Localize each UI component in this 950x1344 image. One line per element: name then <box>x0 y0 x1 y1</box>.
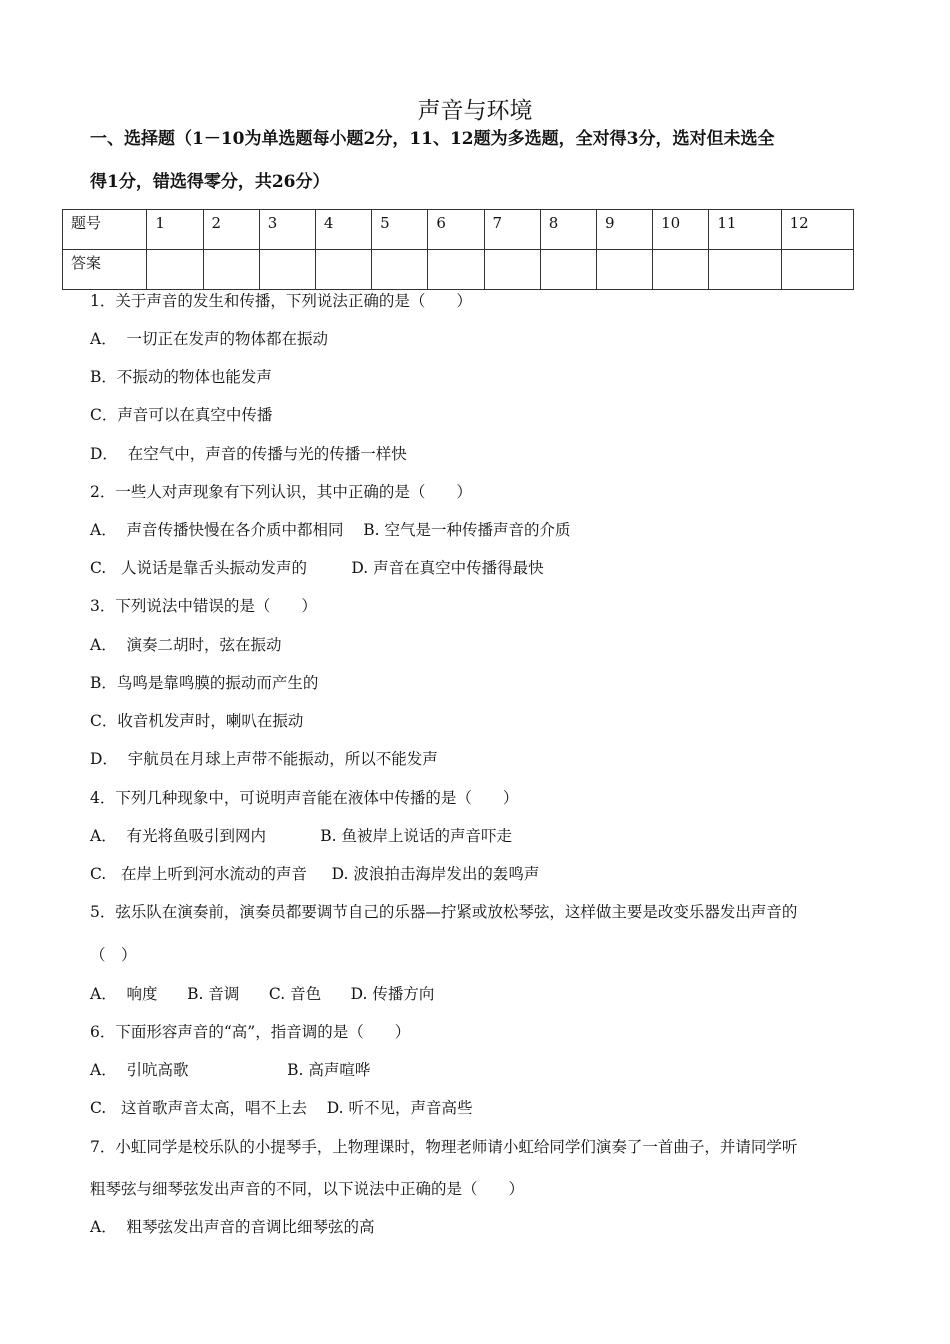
question-stem: 5．弦乐队在演奏前，演奏员都要调节自己的乐器—拧紧或放松琴弦，这样做主要是改变乐器发出声音的 <box>90 903 798 921</box>
question-option: C. 这首歌声音太高，唱不上去 D. 听不见，声音高些 <box>90 1099 473 1117</box>
answer-cell[interactable] <box>147 250 203 290</box>
question-option: A． 响度 B. 音调 C. 音色 D. 传播方向 <box>90 985 435 1003</box>
question-stem: 1．关于声音的发生和传播，下列说法正确的是（ ） <box>90 292 472 310</box>
question-number-cell: 2 <box>203 210 259 250</box>
question-option: C．收音机发声时，喇叭在振动 <box>90 712 304 730</box>
question-option: A． 引吭高歌 B. 高声喧哗 <box>90 1061 371 1079</box>
question-option: C. 在岸上听到河水流动的声音 D. 波浪拍击海岸发出的轰鸣声 <box>90 865 540 883</box>
question-option: A． 声音传播快慢在各介质中都相同 B. 空气是一种传播声音的介质 <box>90 521 571 539</box>
answer-cell[interactable] <box>709 250 781 290</box>
table-answer-label: 答案 <box>63 250 147 290</box>
question-option: B．鸟鸣是靠鸣膜的振动而产生的 <box>90 674 319 692</box>
question-number-cell: 12 <box>781 210 853 250</box>
question-number-cell: 10 <box>653 210 709 250</box>
question-stem: 2．一些人对声现象有下列认识，其中正确的是（ ） <box>90 483 472 501</box>
question-option: C．声音可以在真空中传播 <box>90 406 273 424</box>
answer-cell[interactable] <box>372 250 428 290</box>
question-option: A． 演奏二胡时，弦在振动 <box>90 636 282 654</box>
answer-cell[interactable] <box>596 250 652 290</box>
table-row-answers <box>63 250 854 290</box>
question-option: D． 宇航员在月球上声带不能振动，所以不能发声 <box>90 750 438 768</box>
question-option: D． 在空气中，声音的传播与光的传播一样快 <box>90 445 407 463</box>
answer-cell[interactable] <box>781 250 853 290</box>
section-heading-line1: 一、选择题（1－10为单选题每小题2分，11、12题为多选题，全对得3分，选对但未选全 <box>90 129 775 149</box>
question-option: A． 粗琴弦发出声音的音调比细琴弦的高 <box>90 1218 375 1236</box>
question-stem: 7．小虹同学是校乐队的小提琴手，上物理课时，物理老师请小虹给同学们演奏了一首曲子，并请同学听 <box>90 1138 798 1156</box>
answer-cell[interactable] <box>484 250 540 290</box>
answer-cell[interactable] <box>203 250 259 290</box>
answer-cell[interactable] <box>653 250 709 290</box>
answer-cell[interactable] <box>315 250 371 290</box>
question-stem: 4．下列几种现象中，可说明声音能在液体中传播的是（ ） <box>90 789 519 807</box>
section-heading-line2: 得1分，错选得零分，共26分） <box>90 172 330 192</box>
question-stem: 6．下面形容声音的“高”，指音调的是（ ） <box>90 1023 411 1041</box>
question-number-cell: 11 <box>709 210 781 250</box>
question-number-cell: 3 <box>259 210 315 250</box>
question-option: A． 一切正在发声的物体都在振动 <box>90 330 329 348</box>
question-number-cell: 8 <box>540 210 596 250</box>
answer-cell[interactable] <box>259 250 315 290</box>
question-stem-continued: （ ） <box>90 946 137 964</box>
question-number-cell: 9 <box>596 210 652 250</box>
answer-cell[interactable] <box>540 250 596 290</box>
answer-table <box>62 209 854 290</box>
question-number-cell: 4 <box>315 210 371 250</box>
question-number-cell: 1 <box>147 210 203 250</box>
table-header-label: 题号 <box>63 210 147 250</box>
question-option: A． 有光将鱼吸引到网内 B. 鱼被岸上说话的声音吓走 <box>90 827 512 845</box>
question-option: C. 人说话是靠舌头振动发声的 D. 声音在真空中传播得最快 <box>90 559 544 577</box>
question-option: B．不振动的物体也能发声 <box>90 368 272 386</box>
question-number-cell: 5 <box>372 210 428 250</box>
question-number-cell: 7 <box>484 210 540 250</box>
answer-cell[interactable] <box>428 250 484 290</box>
question-stem: 3．下列说法中错误的是（ ） <box>90 597 317 615</box>
table-row-question-numbers <box>63 210 854 250</box>
question-number-cell: 6 <box>428 210 484 250</box>
question-stem-continued: 粗琴弦与细琴弦发出声音的不同，以下说法中正确的是（ ） <box>90 1180 525 1198</box>
document-title: 声音与环境 <box>417 98 533 124</box>
